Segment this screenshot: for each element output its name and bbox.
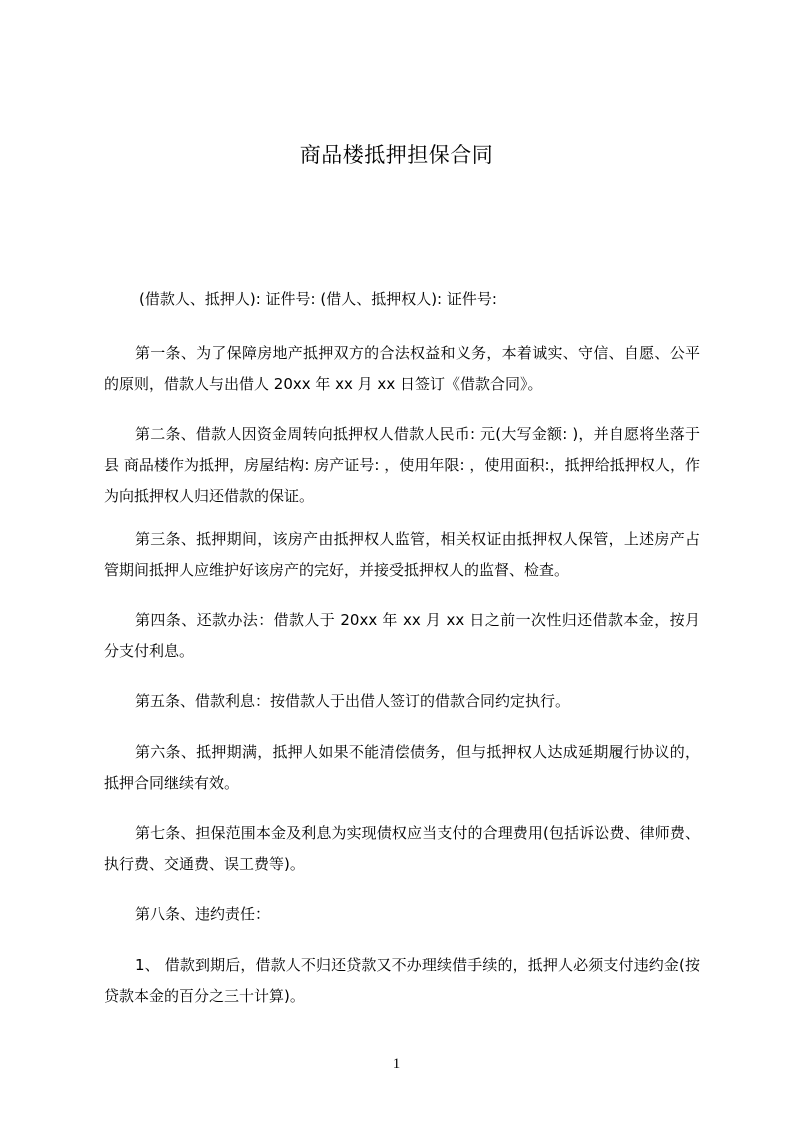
article-7: 第七条、担保范围本金及利息为实现债权应当支付的合理费用(包括诉讼费、律师费、执行费、交通费、误工费等)。 [104,824,700,873]
document-title: 商品楼抵押担保合同 [299,143,494,167]
parties-line: (借款人、抵押人): 证件号: (借人、抵押权人): 证件号: [139,290,497,308]
article-4: 第四条、还款办法：借款人于 20xx 年 xx 月 xx 日之前一次性归还借款本金，按月 分支付利息。 [104,611,700,660]
article-6: 第六条、抵押期满，抵押人如果不能清偿债务，但与抵押权人达成延期履行协议的，抵押合同继续有效。 [104,743,700,792]
page-number: 1 [392,1056,401,1072]
article-2: 第二条、借款人因资金周转向抵押权人借款人民币: 元(大写金额: )，并自愿将坐落于 县 商品楼作为抵押，房屋结构: 房产证号: ，使用年限: ，使用面积:，抵押给抵押权人，作为向抵押权人归还借款的保证。 [104,425,700,505]
article-8-clause-1: 1、 借款到期后，借款人不归还贷款又不办理续借手续的，抵押人必须支付违约金(按贷款本金的百分之三十计算)。 [104,956,700,1005]
article-3: 第三条、抵押期间，该房产由抵押权人监管，相关权证由抵押权人保管，上述房产占管期间抵押人应维护好该房产的完好，并接受抵押权人的监督、检查。 [104,530,700,579]
article-8-heading: 第八条、违约责任： [135,905,271,923]
article-1: 第一条、为了保障房地产抵押双方的合法权益和义务，本着诚实、守信、自愿、公平的原则，借款人与出借人 20xx 年 xx 月 xx 日签订《借款合同》。 [104,344,700,393]
article-5: 第五条、借款利息：按借款人于出借人签订的借款合同约定执行。 [135,692,571,710]
